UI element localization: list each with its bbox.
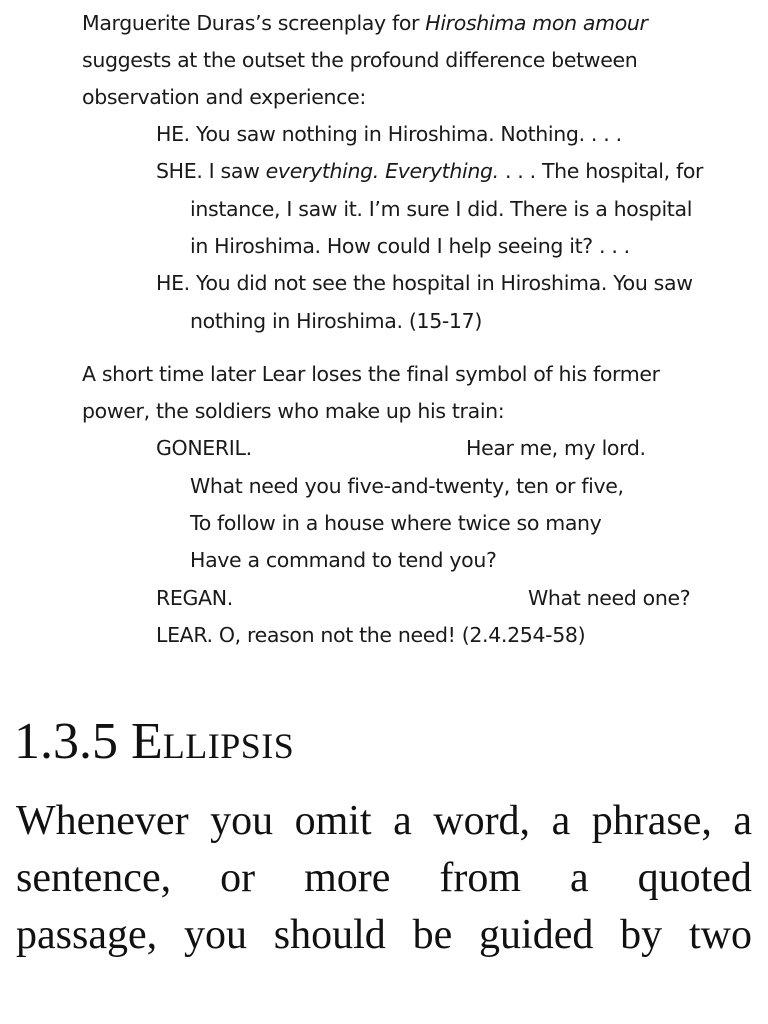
body-word: a [551, 798, 571, 844]
quote1-line-2 [156, 161, 703, 182]
quote1-line-3: instance, I saw it. I’m sure I did. There is a hospital [190, 197, 693, 221]
goneril-line-4: Have a command to tend you? [190, 548, 497, 572]
lear-line: LEAR. O, reason not the need! (2.4.254-58) [156, 623, 586, 647]
goneril-line-2: What need you five-and-twenty, ten or five, [190, 474, 624, 498]
body-word: a [733, 798, 752, 844]
goneril-line-3: To follow in a house where twice so many [190, 511, 602, 535]
regan-line: What need one? [528, 586, 691, 610]
transition-line-1: A short time later Lear loses the final symbol of his former [82, 362, 660, 386]
body-word: you [183, 912, 247, 958]
body-word: guided [479, 912, 594, 958]
quote1-line-5: HE. You did not see the hospital in Hiroshima. You saw [156, 271, 693, 295]
goneril-line-1: Hear me, my lord. [466, 436, 646, 460]
body-word: should [273, 912, 386, 958]
quote1-continuation: . . . The hospital, for [498, 159, 704, 183]
body-word: a [569, 855, 589, 901]
body-word: two [688, 912, 752, 958]
body-word: quoted [637, 855, 752, 901]
body-word: Whenever [16, 798, 189, 844]
intro-line-2: suggests at the outset the profound difference between [82, 48, 638, 72]
body-word: word, [433, 798, 531, 844]
body-word: you [210, 798, 274, 844]
body-word: omit [294, 798, 372, 844]
body-word: more [304, 855, 391, 901]
section-title-initial: E [131, 713, 163, 770]
goneril-speaker: GONERIL. [156, 436, 252, 460]
quote1-line-4: in Hiroshima. How could I help seeing it? . . . [190, 234, 630, 258]
intro-line-3: observation and experience: [82, 85, 366, 109]
quote1-emphasis: everything. Everything. [265, 159, 499, 183]
body-word: be [412, 912, 453, 958]
body-word: from [439, 855, 521, 901]
body-word: passage, [16, 912, 158, 958]
section-heading [14, 713, 295, 770]
regan-speaker: REGAN. [156, 586, 233, 610]
body-word: sentence, [16, 855, 172, 901]
body-line-3 [16, 914, 752, 956]
quote1-line-6: nothing in Hiroshima. (15-17) [190, 309, 482, 333]
body-word: phrase, [591, 798, 712, 844]
quote1-line-1: HE. You saw nothing in Hiroshima. Nothing. . . . [156, 122, 622, 146]
intro-text: Marguerite Duras’s screenplay for [82, 11, 426, 35]
body-word: or [220, 855, 256, 901]
intro-line-1 [82, 13, 648, 34]
quote1-speaker-she: SHE. I saw [156, 159, 266, 183]
section-title-rest: LLIPSIS [162, 726, 295, 766]
body-line-2 [16, 857, 752, 899]
body-line-1 [16, 800, 752, 842]
section-number: 1.3.5 [14, 713, 131, 770]
body-word: a [393, 798, 412, 844]
transition-line-2: power, the soldiers who make up his train: [82, 399, 505, 423]
film-title: Hiroshima mon amour [425, 11, 648, 35]
body-word: by [620, 912, 663, 958]
